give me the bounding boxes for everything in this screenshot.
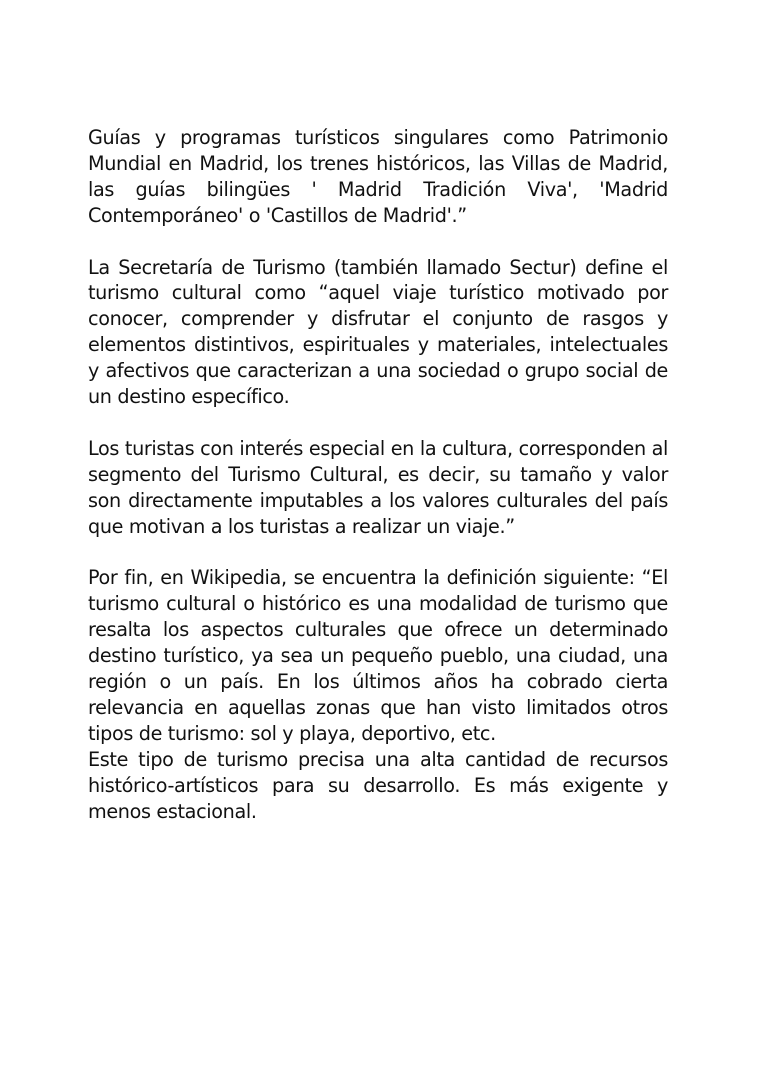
- paragraph-spacer: [88, 539, 668, 565]
- paragraph-sectur-definition: La Secretaría de Turismo (también llamado Sectur) define el turismo cultural como “aquel viaje turístico motivado por conocer, comprender y disfrutar el conjunto de rasgos y elementos distintivos, espirituales y materiales, intelectuales y afectivos que caracterizan a una sociedad o grupo social de un destino específico.: [88, 255, 668, 409]
- paragraph-wikipedia-definition: Por fin, en Wikipedia, se encuentra la definición siguiente: “El turismo cultural o histórico es una modalidad de turismo que resalta los aspectos culturales que ofrece un determinado destino turístico, ya sea un pequeño pueblo, una ciudad, una región o un país. En los últimos años ha cobrado cierta relevancia en aquellas zonas que han visto limitados otros tipos de turismo: sol y playa, deportivo, etc.: [88, 566, 668, 745]
- paragraph-spacer: [88, 410, 668, 436]
- paragraph-spacer: [88, 229, 668, 255]
- paragraph-madrid-guides: Guías y programas turísticos singulares como Patrimonio Mundial en Madrid, los trenes históricos, las Villas de Madrid, las guías bilingües ' Madrid Tradición Viva', 'Madrid Contemporáneo' o 'Castillos de Madrid'.”: [88, 126, 668, 227]
- paragraph-cultural-tourists: Los turistas con interés especial en la cultura, corresponden al segmento del Turismo Cultural, es decir, su tamaño y valor son directamente imputables a los valores culturales del país que motivan a los turistas a realizar un viaje.”: [88, 436, 668, 538]
- paragraph-resources: Este tipo de turismo precisa una alta cantidad de recursos histórico-artísticos para su desarrollo. Es más exigente y menos estacional.: [88, 747, 668, 823]
- body-text: [88, 125, 668, 824]
